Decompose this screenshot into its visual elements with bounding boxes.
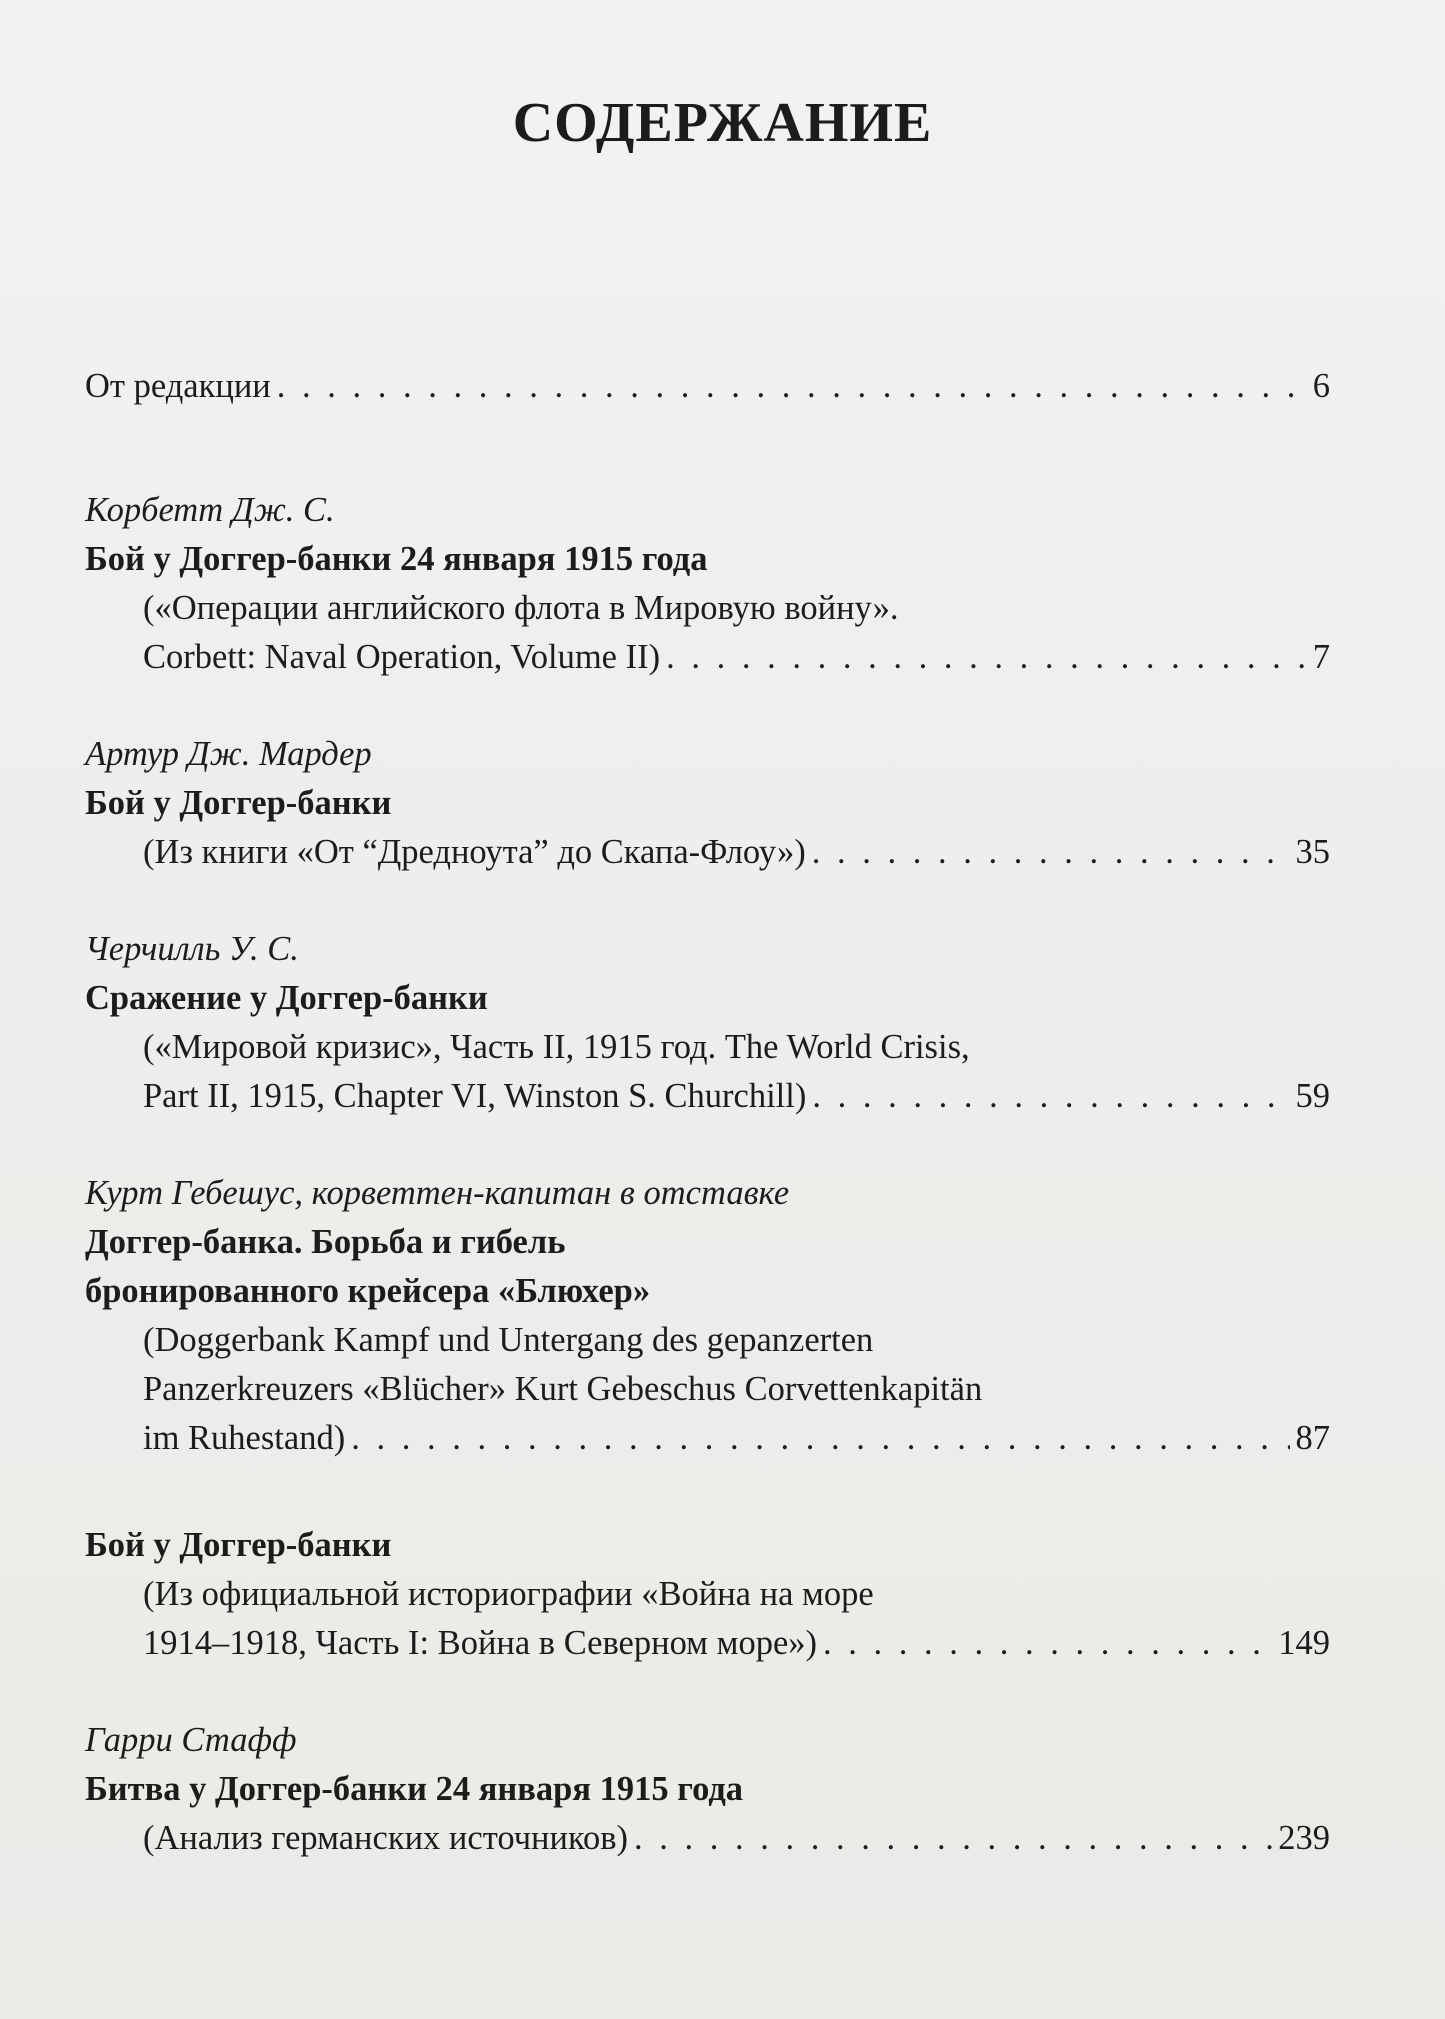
entry-title: Бой у Доггер-банки bbox=[85, 1526, 392, 1564]
entry-source: («Операции английского флота в Мировую войну». bbox=[143, 589, 899, 627]
table-of-contents bbox=[85, 362, 1330, 1863]
entry-title: Доггер-банка. Борьба и гибель bbox=[85, 1223, 566, 1261]
entry-source: (Из книги «От “Дредноута” до Скапа-Флоу») bbox=[143, 833, 806, 871]
entry-source: (Из официальной историографии «Война на море bbox=[143, 1575, 874, 1613]
toc-entry-line bbox=[85, 1814, 1330, 1863]
dot-leader bbox=[812, 828, 1290, 877]
dot-leader bbox=[823, 1619, 1272, 1668]
dot-leader bbox=[277, 362, 1307, 411]
page-number: 35 bbox=[1295, 833, 1330, 871]
page-number: 6 bbox=[1312, 367, 1330, 405]
page-number: 149 bbox=[1278, 1624, 1330, 1662]
entry-source: im Ruhestand) bbox=[143, 1419, 346, 1457]
entry-author: Черчилль У. С. bbox=[85, 930, 299, 968]
page-title: СОДЕРЖАНИЕ bbox=[512, 92, 933, 154]
entry-title: Сражение у Доггер-банки bbox=[85, 979, 488, 1017]
dot-leader bbox=[634, 1814, 1272, 1863]
page-number: 7 bbox=[1312, 638, 1330, 676]
entry-title: бронированного крейсера «Блюхер» bbox=[85, 1272, 651, 1310]
dot-leader bbox=[812, 1072, 1289, 1121]
entry-source: Panzerkreuzers «Blücher» Kurt Gebeschus Corvettenkapitän bbox=[143, 1370, 983, 1408]
entry-source: 1914–1918, Часть I: Война в Северном море») bbox=[143, 1624, 818, 1662]
toc-entry-line bbox=[85, 633, 1330, 682]
toc-entry-line bbox=[85, 1619, 1330, 1668]
dot-leader bbox=[351, 1414, 1289, 1463]
page-number: 59 bbox=[1295, 1077, 1330, 1115]
entry-source: («Мировой кризис», Часть II, 1915 год. The World Crisis, bbox=[143, 1028, 970, 1066]
toc-entry-line bbox=[85, 1414, 1330, 1463]
entry-source: (Doggerbank Kampf und Untergang des gepanzerten bbox=[143, 1321, 874, 1359]
entry-title: Бой у Доггер-банки bbox=[85, 784, 392, 822]
entry-title: Бой у Доггер-банки 24 января 1915 года bbox=[85, 540, 708, 578]
entry-source: Part II, 1915, Chapter VI, Winston S. Churchill) bbox=[143, 1077, 807, 1115]
entry-source: Corbett: Naval Operation, Volume II) bbox=[143, 638, 661, 676]
toc-entry-line bbox=[85, 1072, 1330, 1121]
entry-author: Гарри Стафф bbox=[85, 1721, 297, 1759]
toc-entry-line bbox=[85, 828, 1330, 877]
entry-source: (Анализ германских источников) bbox=[143, 1819, 629, 1857]
entry-author: Корбетт Дж. С. bbox=[85, 491, 335, 529]
page-number: 239 bbox=[1278, 1819, 1330, 1857]
entry-author: Курт Гебешус, корветтен-капитан в отставке bbox=[85, 1174, 790, 1212]
dot-leader bbox=[666, 633, 1307, 682]
entry-text: От редакции bbox=[85, 367, 271, 405]
entry-title: Битва у Доггер-банки 24 января 1915 года bbox=[85, 1770, 744, 1808]
page-number: 87 bbox=[1295, 1419, 1330, 1457]
entry-author: Артур Дж. Мардер bbox=[85, 735, 372, 773]
toc-entry-line bbox=[85, 362, 1330, 411]
